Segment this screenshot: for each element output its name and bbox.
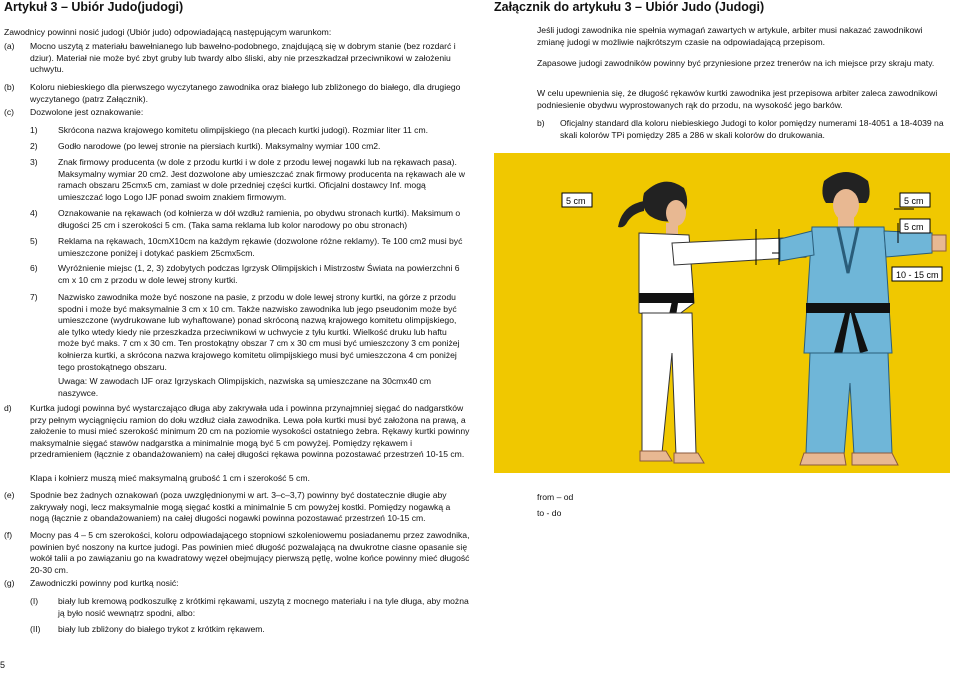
- item-c5-text: Reklama na rękawach, 10cmX10cm na każdym rękawie (dozwolone różne reklamy). Te 100 cm2 musi być umieszczone poniżej i dotykać paskiem 25cmx5cm.: [58, 236, 463, 258]
- item-gI-num: (I): [30, 596, 39, 606]
- right-mid-cm-box: [900, 219, 930, 233]
- article-heading: Artykuł 3 – Ubiór Judo(judogi): [4, 0, 184, 14]
- item-e-label: (e): [4, 490, 15, 500]
- item-c2-num: 2): [30, 141, 38, 151]
- appendix-heading: Załącznik do artykułu 3 – Ubiór Judo (Judogi): [494, 0, 765, 14]
- item-c-text: Dozwolone jest oznakowanie:: [30, 107, 144, 117]
- to-do-label: to - do: [537, 508, 562, 518]
- item-c4-text: Oznakowanie na rękawach (od kołnierza w dół wzdłuż ramienia, po obydwu stronach kurtki). Maksimum o długości 25 cm i szerokości 5 cm. (Taka sama reklama lub kolor narodowy po obu stronach): [58, 208, 461, 230]
- item-d-label: d): [4, 403, 12, 413]
- item-a-text: Mocno uszytą z materiału bawełnianego lub bawełno-podobnego, znajdującą się w dobrym stanie (bez rozdarć i dziur). Materiał nie może być zbyt gruby lub twardy albo śliski, aby nie przeszkadzał przeciwnikowi w założeniu uchwytu.: [30, 41, 456, 75]
- item-c2-text: Godło narodowe (po lewej stronie na piersiach kurtki). Maksymalny wymiar 100 cm2.: [58, 141, 381, 151]
- item-c1-text: Skrócona nazwa krajowego komitetu olimpijskiego (na plecach kurtki judogi). Rozmiar liter 11 cm.: [58, 125, 429, 135]
- appendix-p2: Zapasowe judogi zawodników powinny być przyniesione przez trenerów na ich miejsce przy skraju maty.: [537, 58, 935, 68]
- item-g-label: (g): [4, 578, 15, 588]
- item-c7-text: Nazwisko zawodnika może być noszone na pasie, z przodu w dole lewej strony kurtki, na górze z przodu spodni i może być maksymalnie 3 cm x 10 cm. Także nazwisko zawodnika lub jego pseudonim może być umieszczone (wydrukowane lub wyhaftowane) ponad skróconą nazwą krajowego komitetu olimpijskiego, ale tylko wtedy kiedy nie przeszkadza przeciwnikowi w uchwycie z tyłu kurtki. Wielkość druku lub haftu może być maks. 7 cm x 30 cm. Ten prostokątny obszar 7 cm x 30 cm musi być umieszczony 3 cm poniżej kołnierza kurtki, a skrócona nazwa krajowego komitetu olimpijskiego musi być umieszczona 4 cm poniżej tego prostokątnego obszaru.: [58, 292, 460, 372]
- left-cm-box: [562, 193, 592, 207]
- item-a-label: (a): [4, 41, 15, 51]
- right-top-cm-label: 5 cm: [904, 196, 924, 206]
- item-gII-num: (II): [30, 624, 41, 634]
- item-c5-num: 5): [30, 236, 38, 246]
- right-bot-cm-box: [892, 267, 942, 281]
- item-c1-num: 1): [30, 125, 38, 135]
- appendix-b-text: Oficjalny standard dla koloru niebieskiego Judogi to kolor pomiędzy numerami 18-4051 a 18-4039 na skali kolorów TPi pomiędzy 285 a 286 w skali kolorów do drukowania.: [560, 118, 944, 140]
- right-mid-cm-label: 5 cm: [904, 222, 924, 232]
- item-b-text: Koloru niebieskiego dla pierwszego wyczytanego zawodnika oraz białego lub zbliżonego do białego, dla drugiego wyczytanego (patrz Załącznik).: [30, 82, 461, 104]
- item-c4-num: 4): [30, 208, 38, 218]
- judogi-illustration: [494, 153, 950, 473]
- item-gII-text: biały lub zbliżony do białego trykot z krótkim rękawem.: [58, 624, 265, 634]
- right-top-cm-box: [900, 193, 930, 207]
- item-c3-num: 3): [30, 157, 38, 167]
- appendix-p1: Jeśli judogi zawodnika nie spełnia wymagań zawartych w artykule, arbiter musi nakazać zawodnikowi zmianę judogi w możliwie najkrótszym czasie na odpowiadającą przepisom.: [537, 25, 923, 47]
- item-gI-text: biały lub kremową podkoszulkę z krótkimi rękawami, uszytą z mocnego materiału i na tyle długa, aby można ją było nosić wewnątrz spodni, albo:: [58, 596, 469, 618]
- item-g-text: Zawodniczki powinny pod kurtką nosić:: [30, 578, 179, 588]
- appendix-b-label: b): [537, 118, 545, 128]
- item-c6-text: Wyróżnienie miejsc (1, 2, 3) zdobytych podczas Igrzysk Olimpijskich i Mistrzostw Świata na powierzchni 6 cm x 10 cm z przodu w dole lewej strony kurtki.: [58, 263, 460, 285]
- intro-text: Zawodnicy powinni nosić judogi (Ubiór judo) odpowiadającą następującym warunkom:: [4, 27, 332, 37]
- judogi-figure-svg: [494, 153, 950, 473]
- item-d-klapa: Klapa i kołnierz muszą mieć maksymalną grubość 1 cm i szerokość 5 cm.: [30, 473, 310, 483]
- item-f-text: Mocny pas 4 – 5 cm szerokości, koloru odpowiadającego stopniowi szkoleniowemu posiadanemu przez zawodnika, powinien być noszony na kurtce judogi. Pas powinien mieć długość pozwalającą na dwukrotne ciasne opasanie się wokół talii a po zawiązaniu go na kwadratowy węzeł obejmujący pierwszą pętlę, wolne końce powinny mieć długość 20-30 cm.: [30, 530, 470, 575]
- uwaga-note: Uwaga: W zawodach IJF oraz Igrzyskach Olimpijskich, nazwiska są umieszczane na 30cmx40 cm naszywce.: [58, 376, 432, 398]
- right-bot-cm-label: 10 - 15 cm: [896, 270, 939, 280]
- item-c3-text: Znak firmowy producenta (w dole z przodu kurtki i w dole z przodu lewej nogawki lub na rękawach pasa). Maksymalny wymiar 20 cm2. Jest dozwolone aby umieszczać znak firmowy producenta na rękawach ale w ramach obszaru 25cmx5 cm, zamiast w dole przedniej części kurtki. Oficjalni dostawcy Inf. mogą umieszczać logo Logo IJF ponad swoim znakiem firmowym.: [58, 157, 465, 202]
- item-c-label: (c): [4, 107, 15, 117]
- appendix-p3: W celu upewnienia się, że długość rękawów kurtki zawodnika jest przepisowa arbiter zaleca zawodnikowi podniesienie obydwu wyprostowanych rąk do przodu, na wysokość jego barków.: [537, 88, 938, 110]
- from-od-label: from – od: [537, 492, 574, 502]
- item-d-text: Kurtka judogi powinna być wystarczająco długa aby zakrywała uda i powinna przynajmniej sięgać do nadgarstków przy pełnym wyciągnięciu ramion do dołu wzdłuż ciała zawodnika. Lewa poła kurtki musi być założona na prawą, a założenie to musi mieć szerokość minimum 20 cm na poziomie wysokości ostatniego żebra. Rękawy kurtki powinny maksymalnie sięgać stawów nadgarstka a minimalnie mogą być 5 cm powyżej. Pomiędzy rękawem i przedramieniem (łącznie z obandażowaniem) na całej długości rękawa powinna pozostawać przestrzeń 10-15 cm.: [30, 403, 470, 460]
- item-f-label: (f): [4, 530, 13, 540]
- item-e-text: Spodnie bez żadnych oznakowań (poza uwzględnionymi w art. 3–c–3,7) powinny być dostatecznie długie aby zakrywały nogi, lecz maksymalnie mogą sięgać kostki a minimalnie 5 cm powyżej kostki. Pomiędzy nogawką a nogą (łącznie z obandażowaniem) na całej długości nogawki powinna pozostawać przestrzeń 10-15 cm.: [30, 490, 451, 524]
- left-cm-label: 5 cm: [566, 196, 586, 206]
- page-number: 5: [0, 660, 6, 670]
- item-c6-num: 6): [30, 263, 38, 273]
- item-b-label: (b): [4, 82, 15, 92]
- item-c7-num: 7): [30, 292, 38, 302]
